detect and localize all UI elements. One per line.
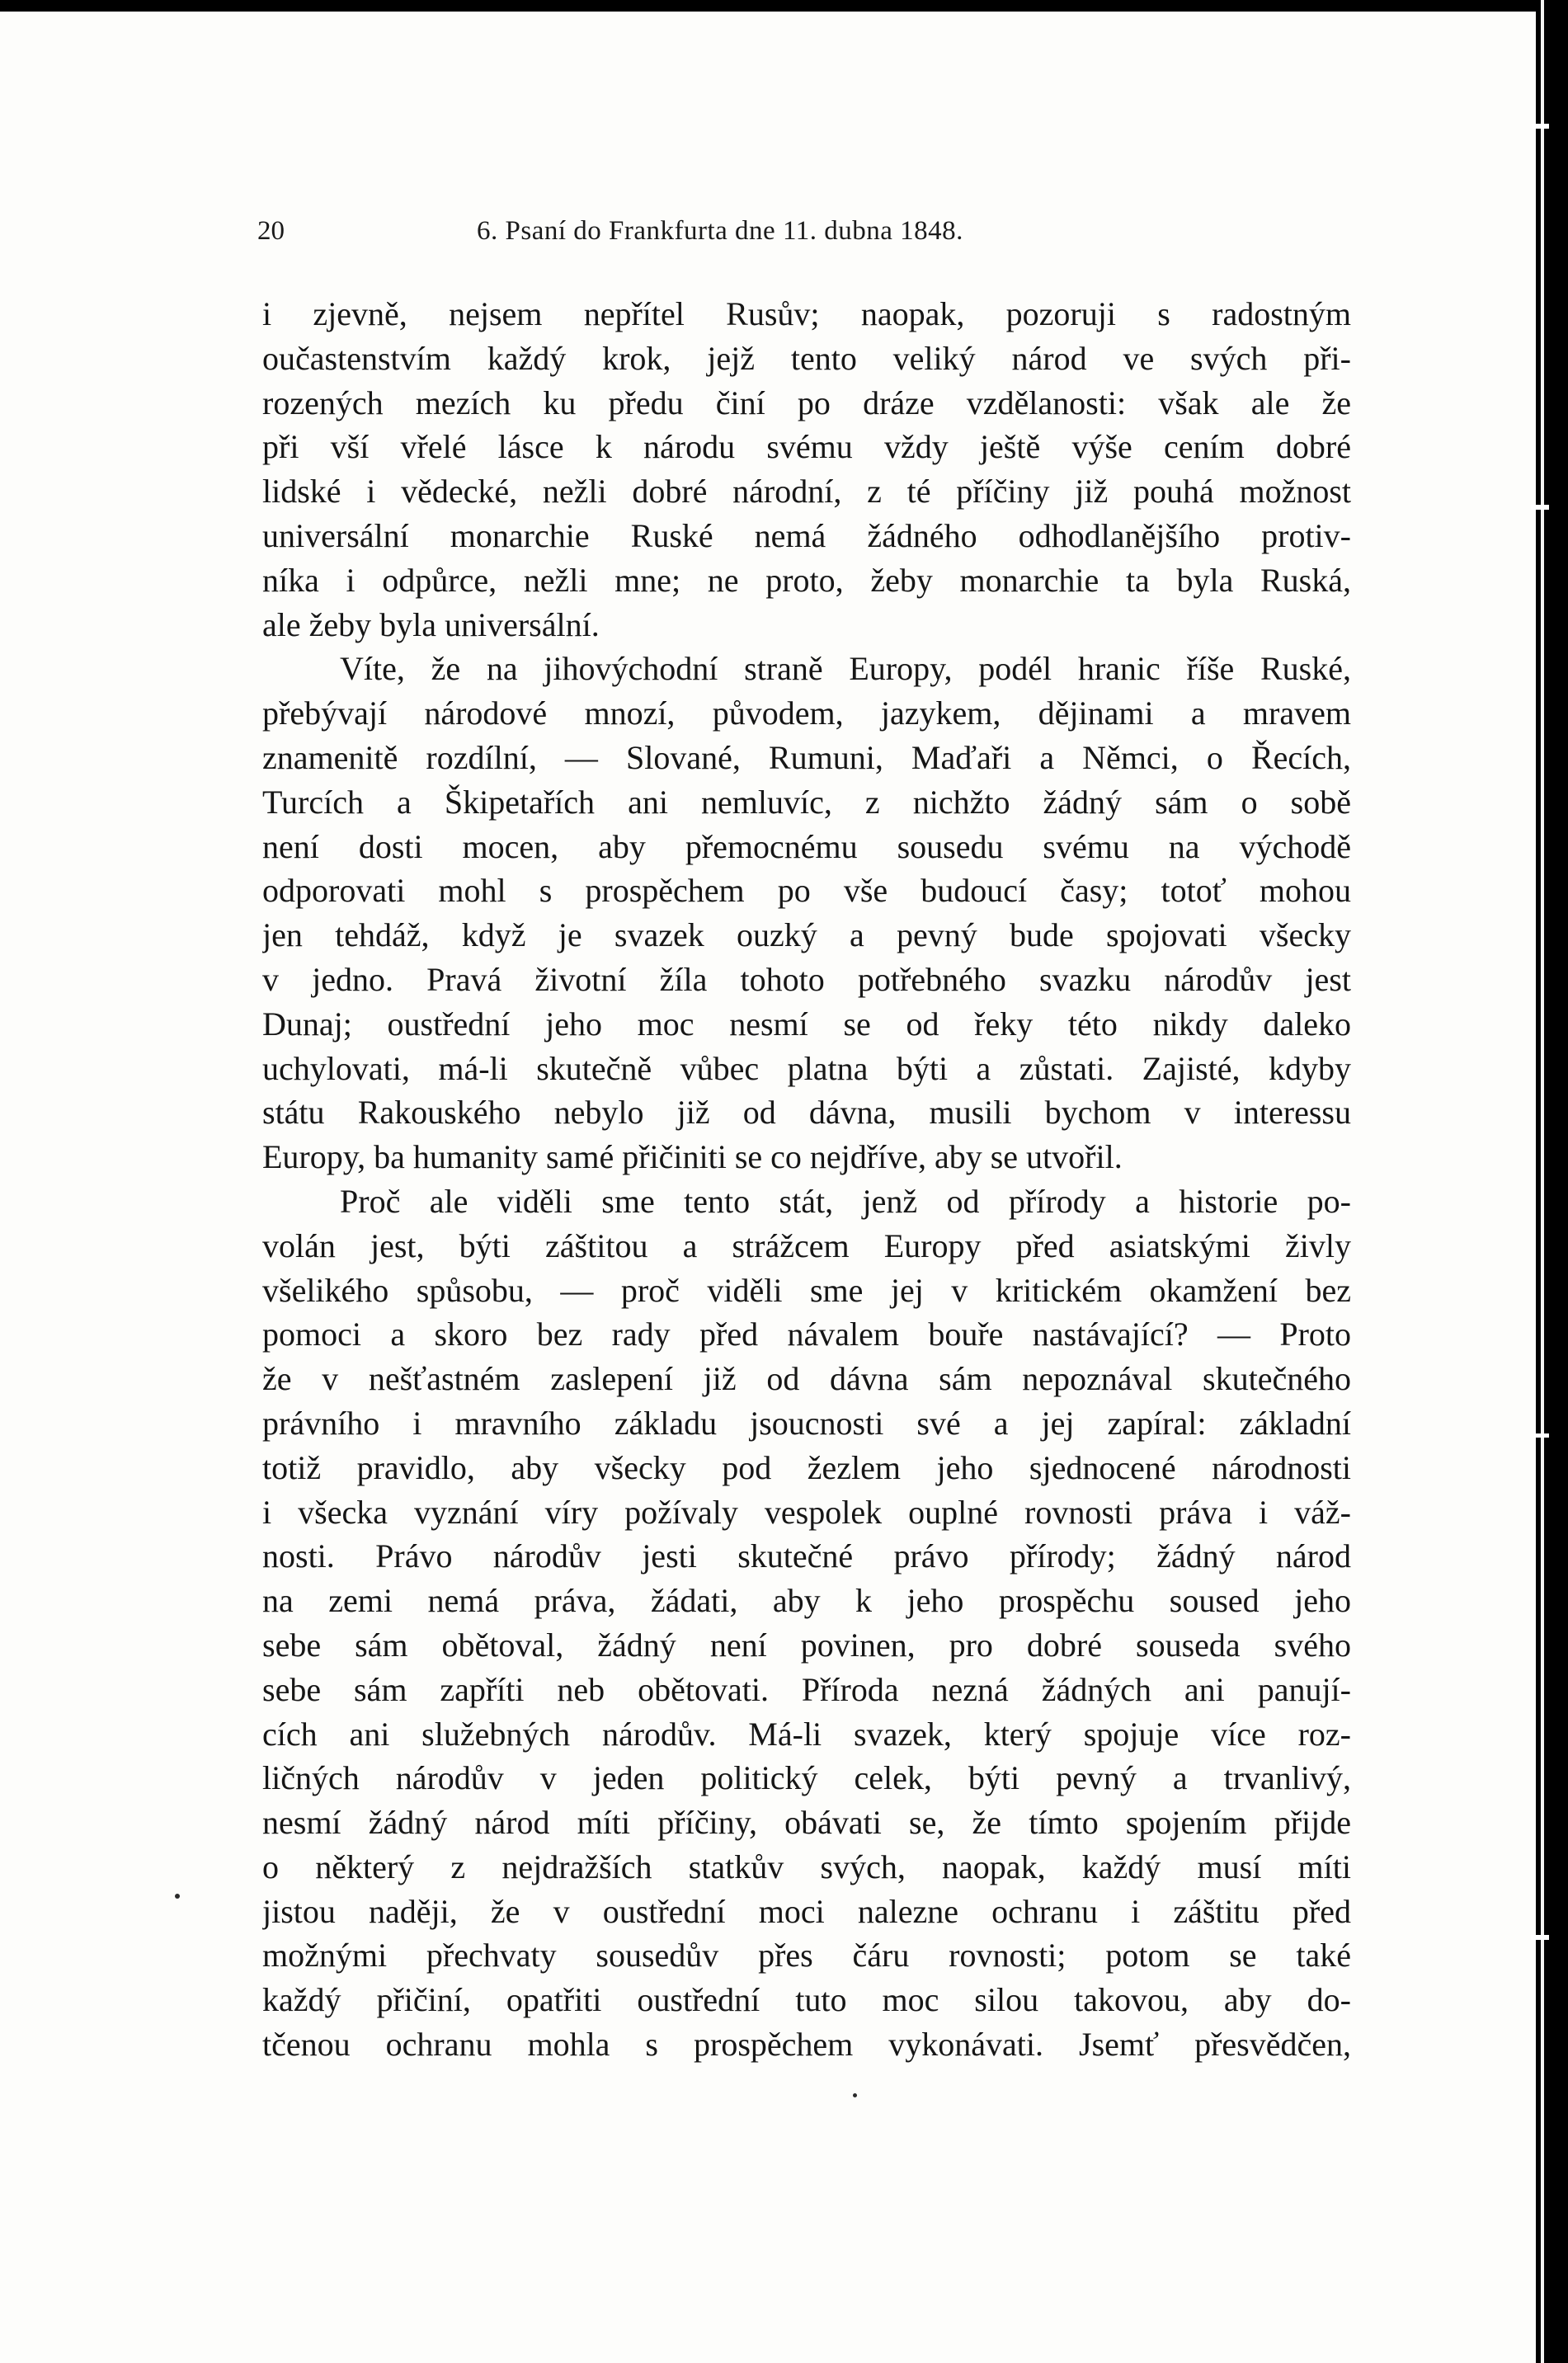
- text-line: i všecka vyznání víry požívaly vespolek ouplné rovnosti práva i váž-: [262, 1493, 1351, 1531]
- text-line: že v nešťastném zaslepení již od dávna sám nepoznával skutečného: [262, 1360, 1351, 1398]
- text-line: sebe sám obětoval, žádný není povinen, pro dobré souseda svého: [262, 1626, 1351, 1664]
- text-line: tčenou ochranu mohla s prospěchem vykonávati. Jsemť přesvědčen,: [262, 2026, 1351, 2064]
- text-line: Europy, ba humanity samé přičiniti se co nejdříve, aby se utvořil.: [262, 1138, 1123, 1176]
- text-line: Turcích a Škipetařích ani nemluvíc, z nichžto žádný sám o sobě: [262, 783, 1351, 821]
- scan-edge-mark: [1531, 505, 1549, 510]
- text-line: níka i odpůrce, nežli mne; ne proto, žeby monarchie ta byla Ruská,: [262, 561, 1351, 599]
- scan-edge-mark: [1531, 1935, 1549, 1940]
- text-line: volán jest, býti záštitou a strážcem Europy před asiatskými živly: [262, 1226, 1351, 1264]
- scan-edge-line: [1541, 0, 1544, 2363]
- text-line: o některý z nejdražších statkův svých, naopak, každý musí míti: [262, 1848, 1351, 1885]
- paper-speck: [175, 1894, 180, 1899]
- text-line: jen tehdáž, když je svazek ouzký a pevný bude spojovati všecky: [262, 916, 1351, 954]
- text-line: právního i mravního základu jsoucnosti své a jej zapíral: základní: [262, 1404, 1351, 1442]
- text-line: sebe sám zapříti neb obětovati. Příroda nezná žádných ani panují-: [262, 1670, 1351, 1708]
- text-line: na zemi nemá práva, žádati, aby k jeho prospěchu soused jeho: [262, 1582, 1351, 1620]
- text-line: universální monarchie Ruské nemá žádného odhodlanějšího protiv-: [262, 516, 1351, 554]
- text-line: oučastenstvím každý krok, jejž tento veliký národ ve svých při-: [262, 339, 1351, 377]
- text-line: nosti. Právo národův jesti skutečné právo přírody; žádný národ: [262, 1537, 1351, 1575]
- text-line: pomoci a skoro bez rady před návalem bouře nastávající? — Proto: [262, 1316, 1351, 1353]
- text-line: jistou naději, že v oustřední moci nalezne ochranu i záštitu před: [262, 1892, 1351, 1930]
- scan-edge-mark: [1534, 1433, 1549, 1438]
- text-line: možnými přechvaty sousedův přes čáru rovnosti; potom se také: [262, 1937, 1351, 1975]
- text-line: přebývají národové mnozí, původem, jazykem, dějinami a mravem: [262, 694, 1351, 732]
- text-line: ale žeby byla universální.: [262, 605, 600, 643]
- text-line: státu Rakouského nebylo již od dávna, musili bychom v interessu: [262, 1094, 1351, 1132]
- text-line: rozených mezích ku předu činí po dráze vzdělanosti: však ale že: [262, 384, 1351, 421]
- text-line: není dosti mocen, aby přemocnému sousedu svému na východě: [262, 827, 1351, 865]
- body-text: [262, 292, 1351, 2067]
- paragraph-first-line: Proč ale viděli sme tento stát, jenž od přírody a historie po-: [340, 1182, 1351, 1220]
- paragraph-first-line: Víte, že na jihovýchodní straně Europy, podél hranic říše Ruské,: [340, 650, 1351, 688]
- text-line: odporovati mohl s prospěchem po vše budoucí časy; totoť mohou: [262, 872, 1351, 910]
- text-line: i zjevně, nejsem nepřítel Rusův; naopak, pozoruji s radostným: [262, 295, 1351, 332]
- text-line: všelikého spůsobu, — proč viděli sme jej v kritickém okamžení bez: [262, 1271, 1351, 1309]
- text-line: cích ani služebných národův. Má-li svazek, který spojuje více roz-: [262, 1715, 1351, 1753]
- paper-speck: [853, 2093, 857, 2097]
- page-number: 20: [257, 216, 285, 246]
- text-line: každý přičiní, opatřiti oustřední tuto moc silou takovou, aby do-: [262, 1981, 1351, 2019]
- text-line: Dunaj; oustřední jeho moc nesmí se od řeky této nikdy daleko: [262, 1005, 1351, 1043]
- text-line: uchylovati, má-li skutečně vůbec platna býti a zůstati. Zajisté, kdyby: [262, 1049, 1351, 1087]
- text-line: lidské i vědecké, nežli dobré národní, z té příčiny již pouhá možnost: [262, 473, 1351, 511]
- text-line: při vší vřelé lásce k národu svému vždy ještě výše cením dobré: [262, 428, 1351, 466]
- text-line: ličných národův v jeden politický celek, býti pevný a trvanlivý,: [262, 1759, 1351, 1797]
- scan-edge-mark: [1533, 124, 1549, 129]
- text-line: znamenitě rozdílní, — Slované, Rumuni, Maďaři a Němci, o Řecích,: [262, 738, 1351, 776]
- running-title: 6. Psaní do Frankfurta dne 11. dubna 1848.: [477, 216, 963, 246]
- text-line: totiž pravidlo, aby všecky pod žezlem jeho sjednocené národnosti: [262, 1448, 1351, 1486]
- text-line: nesmí žádný národ míti příčiny, obávati se, že tímto spojením přijde: [262, 1804, 1351, 1842]
- text-line: v jedno. Pravá životní žíla tohoto potřebného svazku národův jest: [262, 960, 1351, 998]
